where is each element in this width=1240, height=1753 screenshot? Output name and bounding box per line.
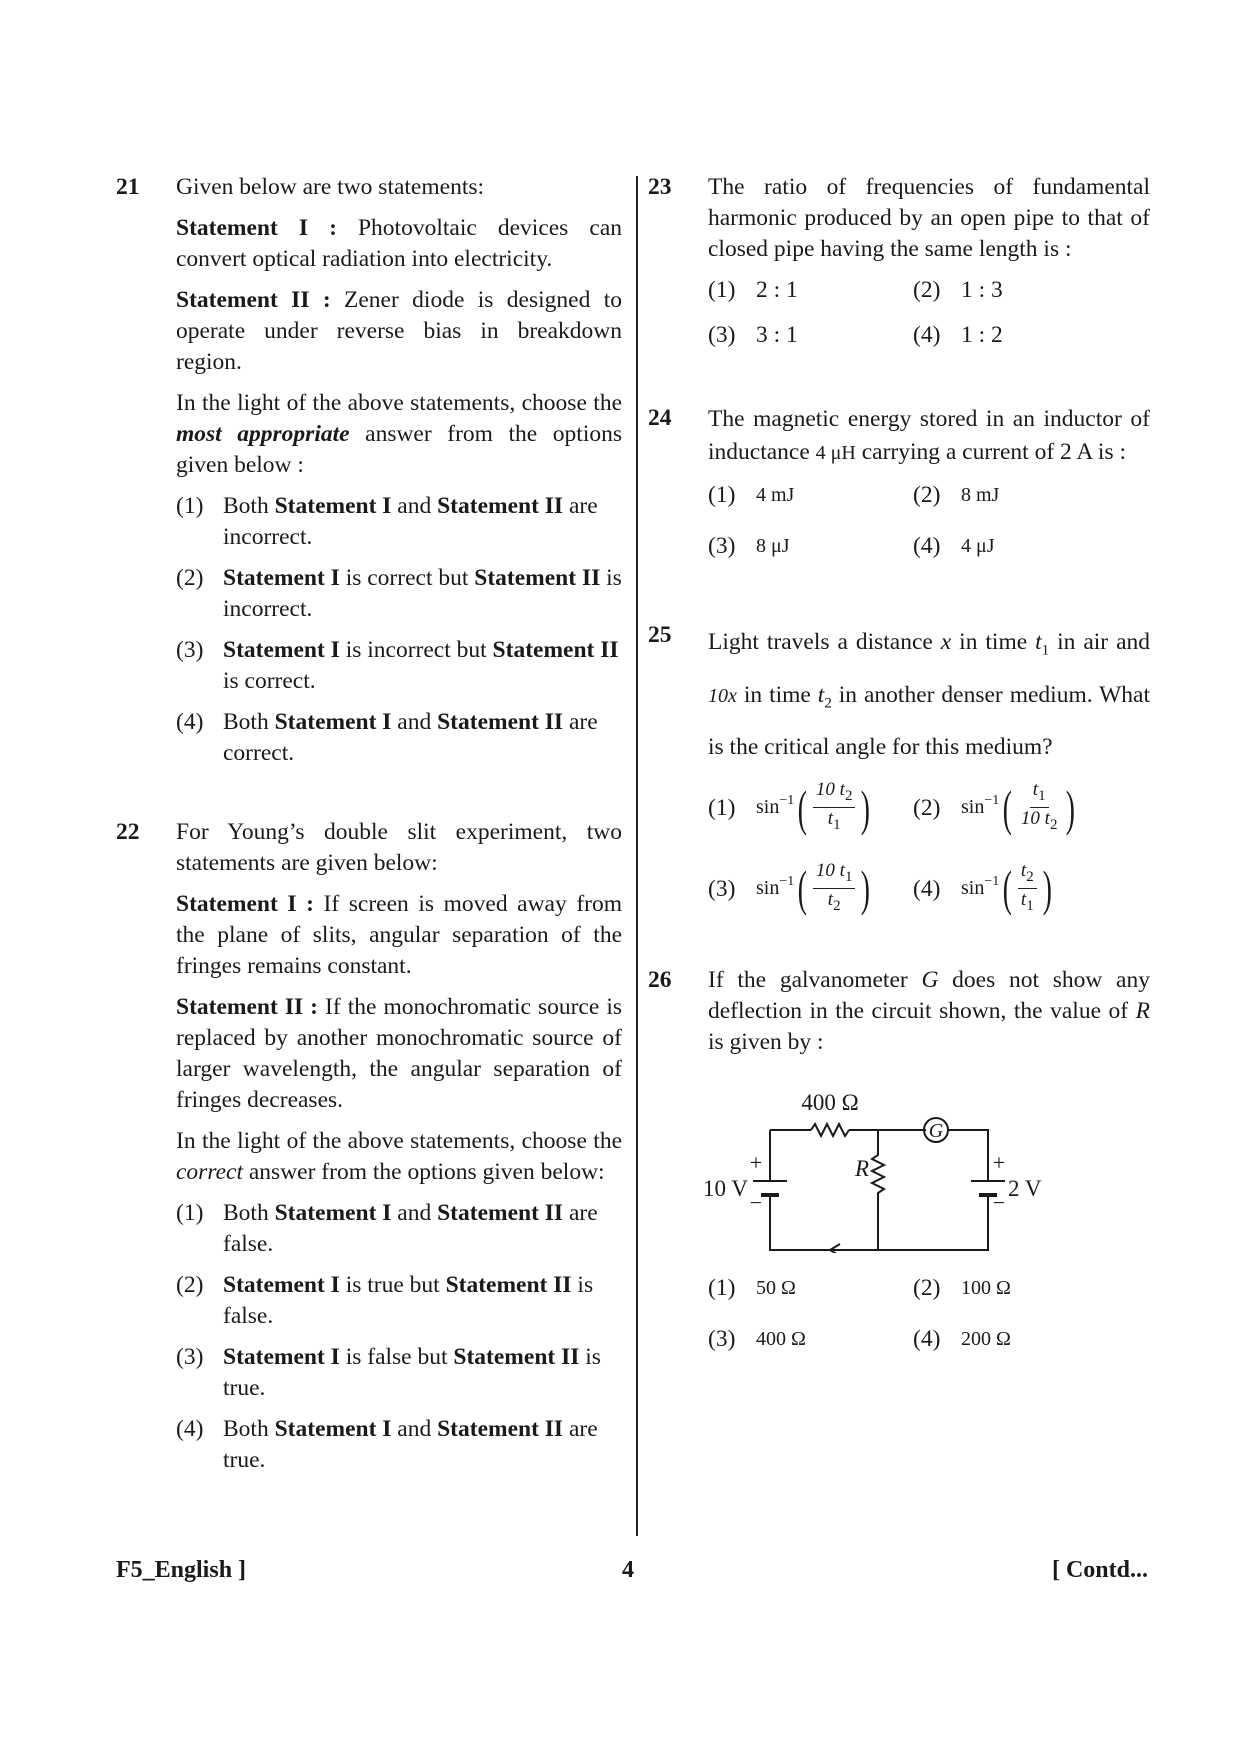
option-number: (4) bbox=[176, 1416, 204, 1442]
resistor-r-label: R bbox=[854, 1155, 870, 1181]
footer-right: [ Contd... bbox=[1051, 1557, 1148, 1583]
option-text: are incorrect. bbox=[223, 493, 598, 550]
statement-ref: Statement I bbox=[274, 1416, 392, 1442]
option-1 bbox=[708, 480, 913, 511]
option-value: 1 : 3 bbox=[961, 277, 1003, 303]
option-text: is correct. bbox=[223, 668, 316, 694]
question-23 bbox=[648, 172, 1150, 351]
question-22 bbox=[116, 817, 622, 1476]
statement-ref: Statement II bbox=[437, 1416, 564, 1442]
text-part: The magnetic energy stored in an inductor of inductance bbox=[708, 406, 1150, 465]
option-value: 4 mJ bbox=[756, 484, 795, 506]
question-24 bbox=[648, 403, 1150, 562]
option-1 bbox=[176, 1198, 622, 1260]
question-number: 22 bbox=[116, 819, 140, 845]
var-G: G bbox=[921, 966, 939, 993]
inverse-superscript: −1 bbox=[779, 793, 795, 809]
statement-ref: Statement II bbox=[445, 1272, 572, 1298]
right-column bbox=[648, 172, 1150, 1355]
statement-label: Statement I : bbox=[176, 215, 337, 241]
question-number: 25 bbox=[648, 622, 672, 648]
option-text: and bbox=[391, 709, 438, 735]
option-number: (4) bbox=[176, 709, 204, 735]
statement-2 bbox=[176, 285, 622, 378]
option-number: (2) bbox=[176, 1272, 204, 1298]
question-number: 24 bbox=[648, 405, 672, 431]
option-3 bbox=[708, 1324, 913, 1355]
ask-text: In the light of the above statements, choose the bbox=[176, 390, 622, 416]
circuit-diagram bbox=[698, 1078, 1098, 1253]
question-text bbox=[708, 965, 1150, 1058]
question-text bbox=[708, 620, 1150, 769]
statement-ref: Statement II bbox=[453, 1344, 580, 1370]
inverse-superscript: −1 bbox=[984, 793, 1000, 809]
statement-ref: Statement I bbox=[274, 493, 392, 519]
question-26 bbox=[648, 965, 1150, 1355]
statement-ref: Statement II bbox=[437, 709, 564, 735]
option-text: Both bbox=[223, 709, 275, 735]
var-t: t bbox=[817, 681, 825, 708]
var-R: R bbox=[1135, 997, 1150, 1024]
option-1 bbox=[176, 491, 622, 553]
statement-ref: Statement I bbox=[274, 1200, 392, 1226]
statement-ref: Statement II bbox=[437, 493, 564, 519]
question-text bbox=[708, 403, 1150, 470]
question-text: The ratio of frequencies of fundamental harmonic produced by an open pipe to that of closed pipe having the same length is : bbox=[708, 174, 1150, 262]
option-4 bbox=[913, 1324, 1118, 1355]
option-value: 50 Ω bbox=[756, 1276, 796, 1299]
inverse-superscript: −1 bbox=[984, 873, 1000, 889]
question-number: 21 bbox=[116, 174, 140, 200]
option-value: 1 : 2 bbox=[961, 322, 1003, 348]
numerator: $t_2$ bbox=[1018, 860, 1037, 889]
option-3 bbox=[176, 1342, 622, 1404]
question-ask bbox=[176, 1126, 622, 1188]
var-t: t bbox=[1035, 629, 1042, 655]
text-part: Light travels a distance bbox=[708, 629, 941, 655]
option-text: Both bbox=[223, 493, 275, 519]
option-number: (1) bbox=[708, 277, 736, 303]
statement-ref: Statement I bbox=[223, 1344, 340, 1370]
option-text: is correct but bbox=[339, 565, 475, 591]
option-text: and bbox=[391, 1416, 438, 1442]
option-number: (3) bbox=[708, 322, 736, 348]
fraction bbox=[1018, 779, 1061, 836]
option-text: is true. bbox=[223, 1344, 601, 1401]
subscript: 2 bbox=[824, 695, 832, 712]
statement-label: Statement I : bbox=[176, 891, 314, 917]
option-2 bbox=[913, 275, 1118, 306]
statement-ref: Statement I bbox=[223, 637, 340, 663]
option-3 bbox=[708, 320, 913, 351]
option-number: (4) bbox=[913, 533, 941, 559]
option-grid bbox=[708, 1273, 1150, 1355]
statement-text: If screen is moved away from the plane of slits, angular separation of the fringes remains constant. bbox=[176, 891, 623, 979]
question-number: 23 bbox=[648, 174, 672, 200]
option-2 bbox=[176, 1270, 622, 1332]
option-grid bbox=[708, 275, 1150, 351]
option-value: 8 mJ bbox=[961, 484, 1000, 506]
question-number: 26 bbox=[648, 966, 672, 993]
denominator: $t_1$ bbox=[1020, 888, 1034, 914]
var-10x: 10x bbox=[708, 684, 737, 707]
left-battery-voltage: 10 V bbox=[703, 1175, 748, 1201]
statement-text: If the monochromatic source is replaced by another monochromatic source of larger wavelength, the angular separation of fringes decreases. bbox=[176, 994, 622, 1113]
option-number: (1) bbox=[708, 1274, 736, 1301]
ask-text: answer from the options given below : bbox=[176, 421, 622, 478]
statement-ref: Statement I bbox=[274, 709, 392, 735]
statement-ref: Statement I bbox=[223, 1272, 340, 1298]
option-text: are true. bbox=[223, 1416, 598, 1473]
option-number: (1) bbox=[176, 493, 204, 519]
option-3 bbox=[176, 635, 622, 697]
option-number: (3) bbox=[176, 637, 204, 663]
option-number: (3) bbox=[176, 1344, 204, 1370]
option-text: and bbox=[391, 1200, 438, 1226]
option-text: Both bbox=[223, 1200, 275, 1226]
subscript: 1 bbox=[1041, 642, 1050, 659]
fraction bbox=[813, 779, 856, 836]
question-intro: Given below are two statements: bbox=[176, 174, 485, 200]
option-3 bbox=[708, 860, 913, 917]
option-2 bbox=[913, 1273, 1118, 1304]
inductance-value: 4 μH bbox=[815, 442, 856, 464]
left-battery-plus: + bbox=[749, 1149, 763, 1175]
right-paren: ) bbox=[1042, 860, 1052, 917]
left-paren: ( bbox=[1002, 779, 1013, 836]
text-part: in time bbox=[951, 629, 1036, 655]
numerator: 10 $t_2$ bbox=[813, 779, 856, 808]
option-3 bbox=[708, 531, 913, 562]
option-number: (1) bbox=[708, 795, 736, 822]
ask-emphasis: correct bbox=[176, 1159, 243, 1185]
option-1 bbox=[708, 275, 913, 306]
statement-ref: Statement II bbox=[437, 1200, 564, 1226]
ask-text: answer from the options given below: bbox=[243, 1159, 605, 1185]
option-list bbox=[176, 1198, 622, 1476]
option-number: (3) bbox=[708, 533, 736, 559]
question-21 bbox=[116, 172, 622, 769]
text-part: carrying a current of 2 A is : bbox=[855, 439, 1126, 465]
statement-1 bbox=[176, 213, 622, 275]
text-part: in time bbox=[736, 681, 818, 708]
text-part: in another denser medium. What is the critical angle for this medium? bbox=[708, 681, 1151, 761]
option-value: 8 μJ bbox=[756, 535, 790, 557]
option-4 bbox=[176, 707, 622, 769]
option-number: (2) bbox=[913, 795, 941, 822]
option-number: (2) bbox=[913, 482, 941, 508]
option-number: (2) bbox=[913, 277, 941, 303]
right-battery-plus: + bbox=[992, 1149, 1006, 1175]
right-paren: ) bbox=[1066, 779, 1076, 836]
sin-label: sin bbox=[961, 876, 985, 899]
left-paren: ( bbox=[797, 860, 808, 917]
option-text: Both bbox=[223, 1416, 275, 1442]
option-number: (4) bbox=[913, 875, 941, 902]
var-x: x bbox=[940, 629, 952, 655]
option-number: (4) bbox=[913, 322, 941, 348]
denominator: $t_1$ bbox=[827, 808, 841, 833]
statement-1 bbox=[176, 889, 622, 982]
option-text: is false but bbox=[339, 1344, 454, 1370]
option-4 bbox=[913, 860, 1118, 917]
sin-label: sin bbox=[756, 876, 780, 899]
footer-left: F5_English ] bbox=[116, 1557, 247, 1583]
numerator: 10 $t_1$ bbox=[813, 860, 856, 889]
text-part: does not show any deflection in the circuit shown, the value of bbox=[708, 966, 1150, 1024]
fraction bbox=[1018, 860, 1037, 917]
resistor-400-label: 400 Ω bbox=[801, 1089, 859, 1115]
option-text: is incorrect. bbox=[223, 565, 622, 622]
option-number: (1) bbox=[708, 482, 736, 508]
fraction bbox=[813, 860, 856, 917]
option-1 bbox=[708, 779, 913, 836]
question-ask bbox=[176, 388, 622, 481]
statement-ref: Statement I bbox=[223, 565, 340, 591]
option-value: 100 Ω bbox=[961, 1276, 1011, 1299]
option-number: (4) bbox=[913, 1325, 941, 1352]
option-2 bbox=[913, 480, 1118, 511]
right-paren: ) bbox=[861, 779, 871, 836]
statement-2 bbox=[176, 992, 622, 1116]
option-value: 4 μJ bbox=[961, 535, 995, 557]
right-battery-minus: − bbox=[992, 1189, 1006, 1215]
question-intro: For Young’s double slit experiment, two statements are given below: bbox=[176, 819, 622, 876]
denominator: $t_2$ bbox=[827, 888, 841, 914]
option-2 bbox=[176, 563, 622, 625]
statement-ref: Statement II bbox=[474, 565, 601, 591]
text-part: If the galvanometer bbox=[708, 966, 922, 993]
option-4 bbox=[176, 1414, 622, 1476]
galvanometer-label: G bbox=[928, 1119, 944, 1142]
option-2 bbox=[913, 779, 1118, 836]
left-battery-minus: − bbox=[749, 1189, 763, 1215]
page-number: 4 bbox=[622, 1557, 634, 1583]
statement-label: Statement II : bbox=[176, 994, 318, 1020]
option-grid bbox=[708, 480, 1150, 562]
option-4 bbox=[913, 531, 1118, 562]
option-list bbox=[176, 491, 622, 769]
inverse-superscript: −1 bbox=[779, 873, 795, 889]
right-paren: ) bbox=[861, 860, 871, 917]
left-paren: ( bbox=[797, 779, 808, 836]
option-text: are correct. bbox=[223, 709, 598, 766]
option-text: is true but bbox=[339, 1272, 446, 1298]
text-part: is given by : bbox=[708, 1028, 824, 1055]
question-25 bbox=[648, 620, 1150, 917]
option-value: 400 Ω bbox=[756, 1327, 806, 1350]
option-value: 3 : 1 bbox=[756, 322, 798, 348]
left-column bbox=[116, 172, 622, 1486]
option-4 bbox=[913, 320, 1118, 351]
column-divider bbox=[636, 176, 638, 1536]
ask-text: In the light of the above statements, choose the bbox=[176, 1128, 622, 1154]
text-part: in air and bbox=[1049, 629, 1151, 655]
option-value: 2 : 1 bbox=[756, 277, 798, 303]
denominator: 10 $t_2$ bbox=[1020, 808, 1058, 833]
option-number: (3) bbox=[708, 875, 736, 902]
option-text: is false. bbox=[223, 1272, 594, 1329]
option-text: are false. bbox=[223, 1200, 598, 1257]
option-text: is incorrect but bbox=[339, 637, 493, 663]
option-number: (2) bbox=[176, 565, 204, 591]
numerator: $t_1$ bbox=[1030, 779, 1049, 808]
statement-label: Statement II : bbox=[176, 287, 331, 313]
statement-ref: Statement II bbox=[492, 637, 619, 663]
option-number: (2) bbox=[913, 1274, 941, 1301]
right-battery-voltage: 2 V bbox=[1008, 1175, 1042, 1201]
ask-emphasis: most appropriate bbox=[176, 421, 350, 447]
math-option-grid bbox=[708, 779, 1150, 916]
sin-label: sin bbox=[961, 796, 985, 819]
option-number: (1) bbox=[176, 1200, 204, 1226]
option-value: 200 Ω bbox=[961, 1327, 1011, 1350]
option-number: (3) bbox=[708, 1325, 736, 1352]
statement-text: Photovoltaic devices can convert optical radiation into electricity. bbox=[176, 215, 623, 272]
option-1 bbox=[708, 1273, 913, 1304]
left-paren: ( bbox=[1002, 860, 1013, 917]
statement-text: Zener diode is designed to operate under reverse bias in breakdown region. bbox=[176, 287, 622, 375]
option-text: and bbox=[391, 493, 438, 519]
sin-label: sin bbox=[756, 796, 780, 819]
